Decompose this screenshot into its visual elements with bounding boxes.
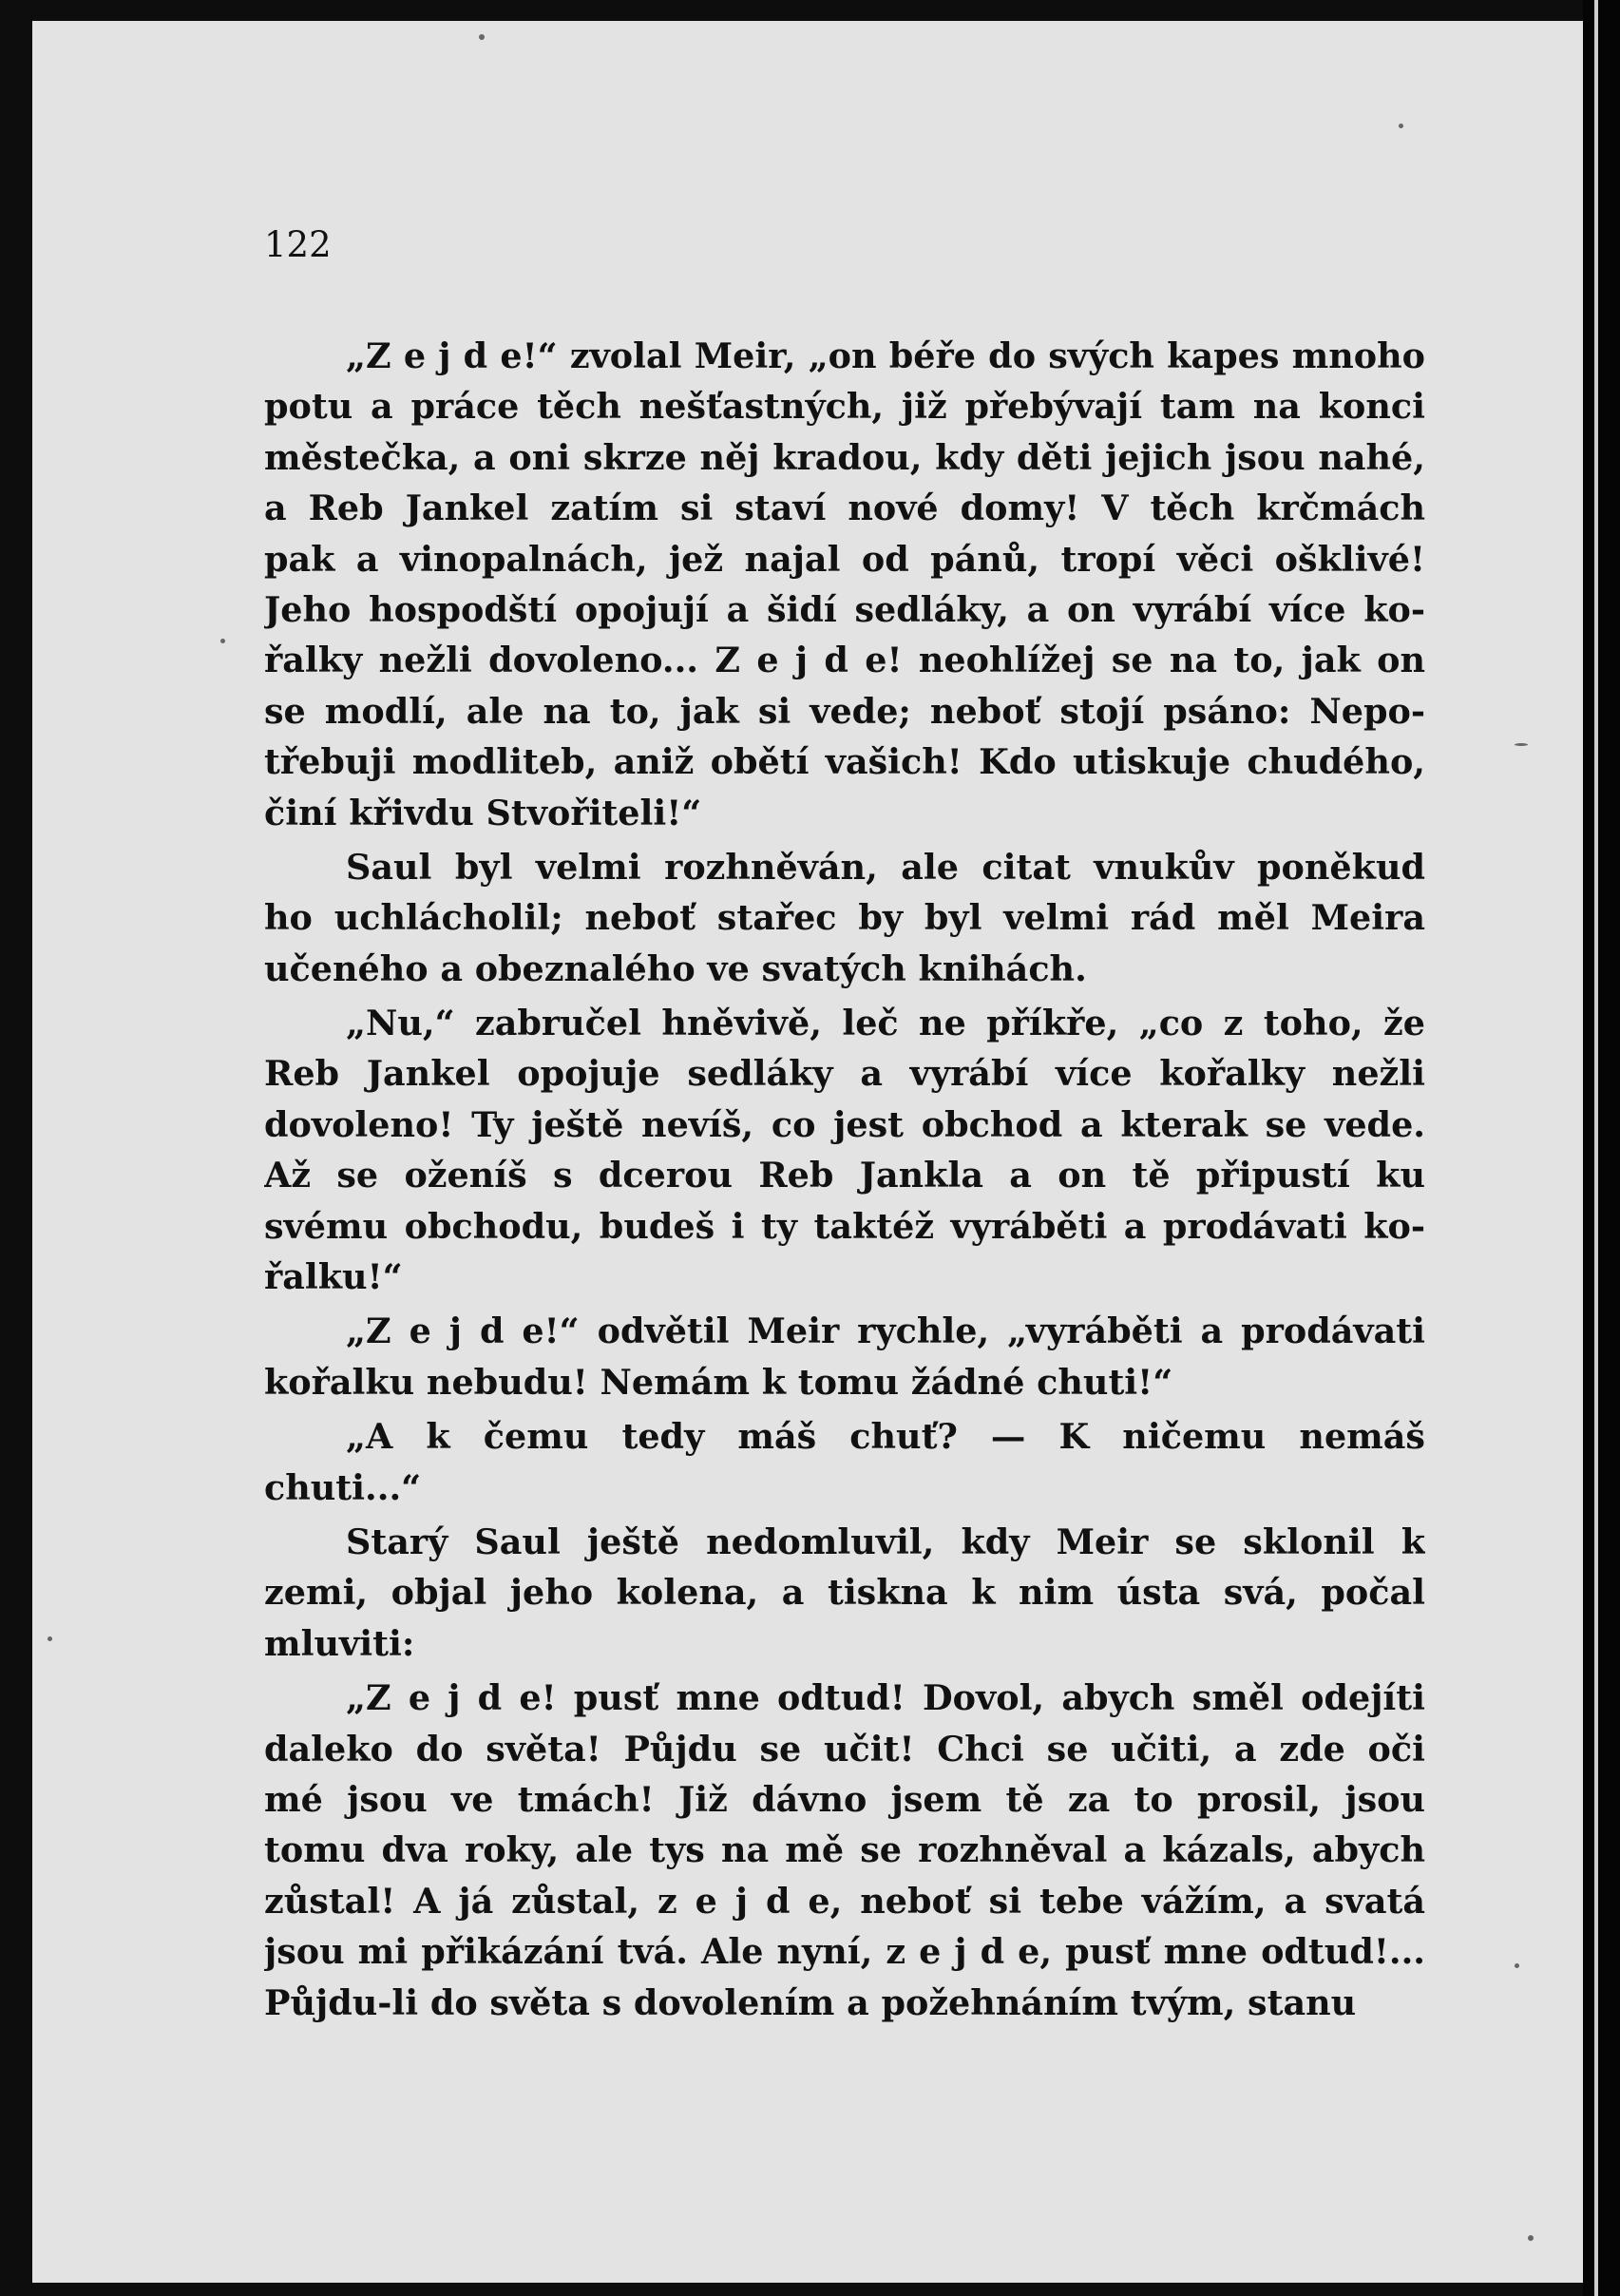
paragraph <box>264 1673 1425 2028</box>
text-line: „Nu,“ zabručel hněvivě, leč ne příkře, „co z toho, že <box>346 1003 1425 1044</box>
text-line: městečka, a oni skrze něj kradou, kdy děti jejich jsou nahé, <box>264 436 1425 478</box>
text-line: řalky nežli dovoleno... Z e j d e! neohlížej se na to, jak on <box>264 640 1425 681</box>
text-line: mé jsou ve tmách! Již dávno jsem tě za to prosil, jsou <box>264 1778 1425 1820</box>
text-line: svému obchodu, budeš i ty taktéž vyráběti a prodávati ko- <box>264 1205 1425 1247</box>
text-line: se modlí, ale na to, jak si vede; neboť stojí psáno: Nepo- <box>264 690 1425 732</box>
scan-speck <box>1515 743 1528 746</box>
text-line: Starý Saul ještě nedomluvil, kdy Meir se sklonil k <box>346 1521 1425 1562</box>
text-line: činí křivdu Stvořiteli!“ <box>264 792 702 833</box>
text-line: mluviti: <box>264 1622 415 1664</box>
scan-speck <box>1528 2235 1534 2241</box>
paragraph <box>264 331 1425 838</box>
text-line: potu a práce těch nešťastných, již přebývají tam na konci <box>264 386 1425 428</box>
body-text <box>264 331 1425 2032</box>
text-line: řalku!“ <box>264 1256 403 1298</box>
text-line: „Z e j d e!“ odvětil Meir rychle, „vyráběti a prodávati <box>346 1311 1425 1352</box>
paragraph <box>264 1411 1425 1513</box>
text-line: Až se oženíš s dcerou Reb Jankla a on tě připustí ku <box>264 1155 1425 1196</box>
text-line: učeného a obeznalého ve svatých knihách. <box>264 947 1087 989</box>
scan-speck <box>1515 1963 1519 1968</box>
text-line: ho uchlácholil; neboť stařec by byl velmi rád měl Meira <box>264 897 1425 939</box>
scan-speck <box>220 639 225 643</box>
scan-speck <box>48 1636 52 1641</box>
text-line: „Z e j d e!“ zvolal Meir, „on béře do svých kapes mnoho <box>346 335 1425 376</box>
text-line: kořalku nebudu! Nemám k tomu žádné chuti!“ <box>264 1361 1173 1403</box>
text-line: třebuji modliteb, aniž obětí vašich! Kdo utiskuje chudého, <box>264 741 1425 783</box>
paragraph <box>264 1517 1425 1669</box>
text-line: chuti...“ <box>264 1466 422 1508</box>
text-line: Reb Jankel opojuje sedláky a vyrábí více kořalky nežli <box>264 1053 1425 1095</box>
text-line: a Reb Jankel zatím si staví nové domy! V těch krčmách <box>264 488 1425 529</box>
text-line: Půjdu-li do světa s dovolením a požehnáním tvým, stanu <box>264 1981 1357 2023</box>
text-line: „A k čemu tedy máš chuť? — K ničemu nemáš <box>346 1416 1425 1458</box>
scan-edge-line <box>1594 0 1598 2296</box>
text-line: jsou mi přikázání tvá. Ale nyní, z e j d e, pusť mne odtud!... <box>264 1931 1425 1973</box>
page-number: 122 <box>264 224 332 265</box>
paragraph <box>264 842 1425 994</box>
text-line: „Z e j d e! pusť mne odtud! Dovol, abych směl odejíti <box>346 1677 1425 1719</box>
text-line: Jeho hospodští opojují a šidí sedláky, a on vyrábí více ko- <box>264 588 1425 630</box>
text-line: tomu dva roky, ale tys na mě se rozhněval a kázals, abych <box>264 1829 1425 1871</box>
text-line: pak a vinopalnách, jež najal od pánů, tropí věci ošklivé! <box>264 538 1425 580</box>
text-line: Saul byl velmi rozhněván, ale citat vnukův poněkud <box>346 846 1425 888</box>
scan-speck <box>479 34 485 40</box>
text-line: zemi, objal jeho kolena, a tiskna k nim ústa svá, počal <box>264 1572 1425 1614</box>
text-line: daleko do světa! Půjdu se učit! Chci se učiti, a zde oči <box>264 1728 1425 1770</box>
paragraph <box>264 998 1425 1302</box>
paragraph <box>264 1306 1425 1407</box>
scan-border-right <box>1583 0 1620 2296</box>
text-line: dovoleno! Ty ještě nevíš, co jest obchod a kterak se vede. <box>264 1103 1425 1145</box>
text-line: zůstal! A já zůstal, z e j d e, neboť si tebe vážím, a svatá <box>264 1880 1425 1922</box>
scan-speck <box>1399 124 1403 128</box>
